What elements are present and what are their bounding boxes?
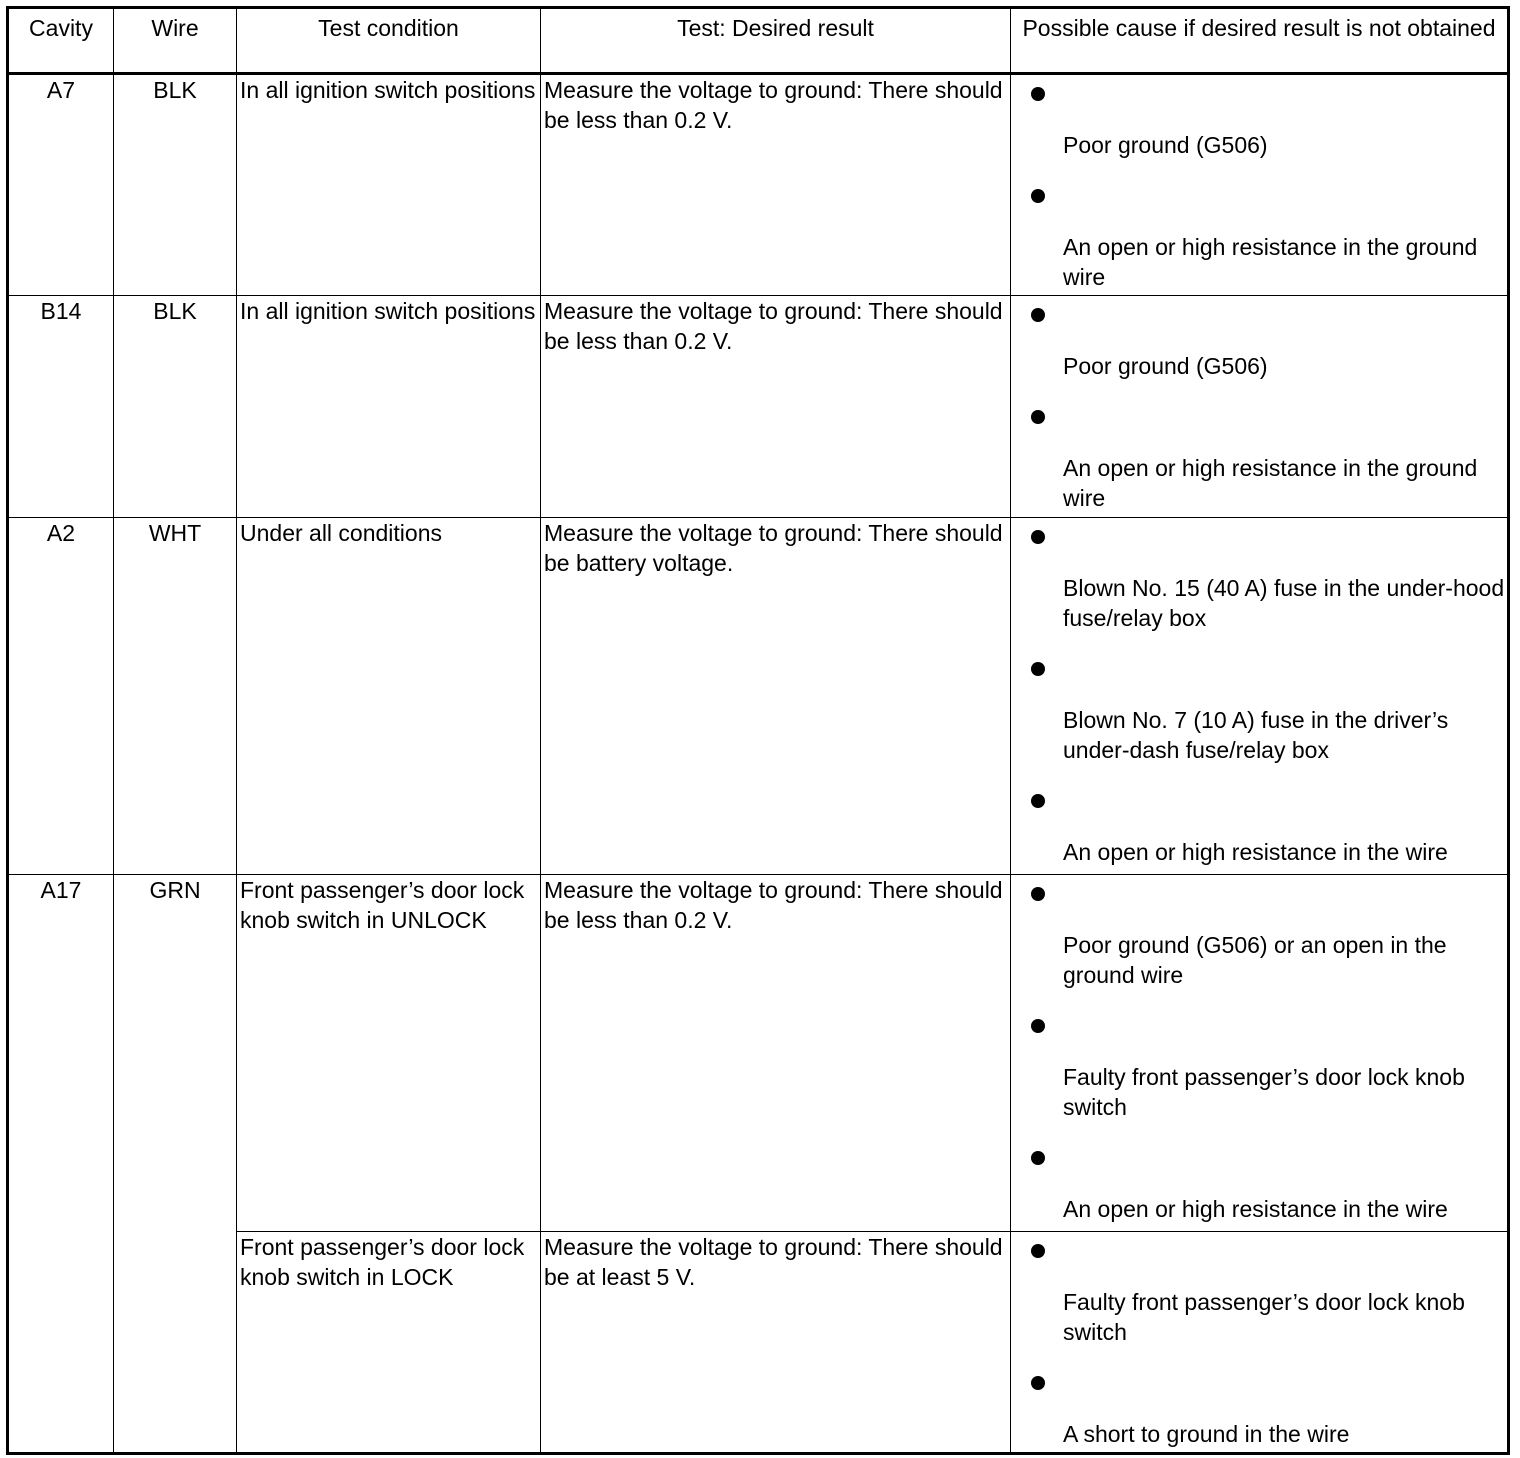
test-condition-cell: Front passenger’s door lock knob switch in LOCK: [237, 1232, 541, 1454]
cavity-cell: A2: [8, 518, 114, 875]
cause-item: Poor ground (G506) or an open in the ground wire: [1011, 875, 1507, 990]
bullet-icon: [1031, 887, 1045, 901]
bullet-icon: [1031, 410, 1045, 424]
desired-result-cell: Measure the voltage to ground: There should be less than 0.2 V.: [541, 875, 1011, 1232]
cause-list: [1011, 296, 1507, 513]
bullet-icon: [1031, 189, 1045, 203]
cause-list: [1011, 1232, 1507, 1449]
table-row: [8, 518, 1509, 875]
cavity-cell: A17: [8, 875, 114, 1454]
test-condition-cell: Front passenger’s door lock knob switch in UNLOCK: [237, 875, 541, 1232]
cause-item: Blown No. 15 (40 A) fuse in the under-hood fuse/relay box: [1011, 518, 1507, 633]
cause-item: Faulty front passenger’s door lock knob switch: [1011, 1232, 1507, 1347]
header-test-condition: Test condition: [237, 8, 541, 74]
cause-item: An open or high resistance in the ground wire: [1011, 177, 1507, 292]
desired-result-cell: Measure the voltage to ground: There should be battery voltage.: [541, 518, 1011, 875]
possible-cause-cell: [1011, 518, 1509, 875]
bullet-icon: [1031, 1151, 1045, 1165]
desired-result-cell: Measure the voltage to ground: There should be less than 0.2 V.: [541, 296, 1011, 518]
wire-cell: GRN: [114, 875, 237, 1454]
table-row: [8, 296, 1509, 518]
bullet-icon: [1031, 530, 1045, 544]
cause-item: An open or high resistance in the ground wire: [1011, 398, 1507, 513]
possible-cause-cell: [1011, 875, 1509, 1232]
bullet-icon: [1031, 1376, 1045, 1390]
bullet-icon: [1031, 794, 1045, 808]
test-condition-cell: Under all conditions: [237, 518, 541, 875]
possible-cause-cell: [1011, 1232, 1509, 1454]
cause-list: [1011, 875, 1507, 1224]
wire-cell: WHT: [114, 518, 237, 875]
test-condition-cell: In all ignition switch positions: [237, 296, 541, 518]
cause-item: Faulty front passenger’s door lock knob switch: [1011, 1007, 1507, 1122]
header-possible-cause: Possible cause if desired result is not obtained: [1011, 8, 1509, 74]
test-condition-cell: In all ignition switch positions: [237, 74, 541, 296]
wire-cell: BLK: [114, 74, 237, 296]
possible-cause-cell: [1011, 296, 1509, 518]
header-desired-result: Test: Desired result: [541, 8, 1011, 74]
desired-result-cell: Measure the voltage to ground: There should be less than 0.2 V.: [541, 74, 1011, 296]
cause-list: [1011, 518, 1507, 867]
table-row: [8, 74, 1509, 296]
table-row: [8, 875, 1509, 1232]
cause-item: An open or high resistance in the wire: [1011, 782, 1507, 867]
bullet-icon: [1031, 308, 1045, 322]
header-row: [8, 8, 1509, 74]
cause-item: Poor ground (G506): [1011, 75, 1507, 160]
bullet-icon: [1031, 87, 1045, 101]
connector-test-table: [6, 6, 1510, 1455]
desired-result-cell: Measure the voltage to ground: There should be at least 5 V.: [541, 1232, 1011, 1454]
cause-item: Blown No. 7 (10 A) fuse in the driver’s under-dash fuse/relay box: [1011, 650, 1507, 765]
wire-cell: BLK: [114, 296, 237, 518]
header-cavity: Cavity: [8, 8, 114, 74]
cause-list: [1011, 75, 1507, 292]
possible-cause-cell: [1011, 74, 1509, 296]
bullet-icon: [1031, 1019, 1045, 1033]
cause-item: Poor ground (G506): [1011, 296, 1507, 381]
bullet-icon: [1031, 1244, 1045, 1258]
header-wire: Wire: [114, 8, 237, 74]
cause-item: A short to ground in the wire: [1011, 1364, 1507, 1449]
cavity-cell: B14: [8, 296, 114, 518]
bullet-icon: [1031, 662, 1045, 676]
cavity-cell: A7: [8, 74, 114, 296]
cause-item: An open or high resistance in the wire: [1011, 1139, 1507, 1224]
